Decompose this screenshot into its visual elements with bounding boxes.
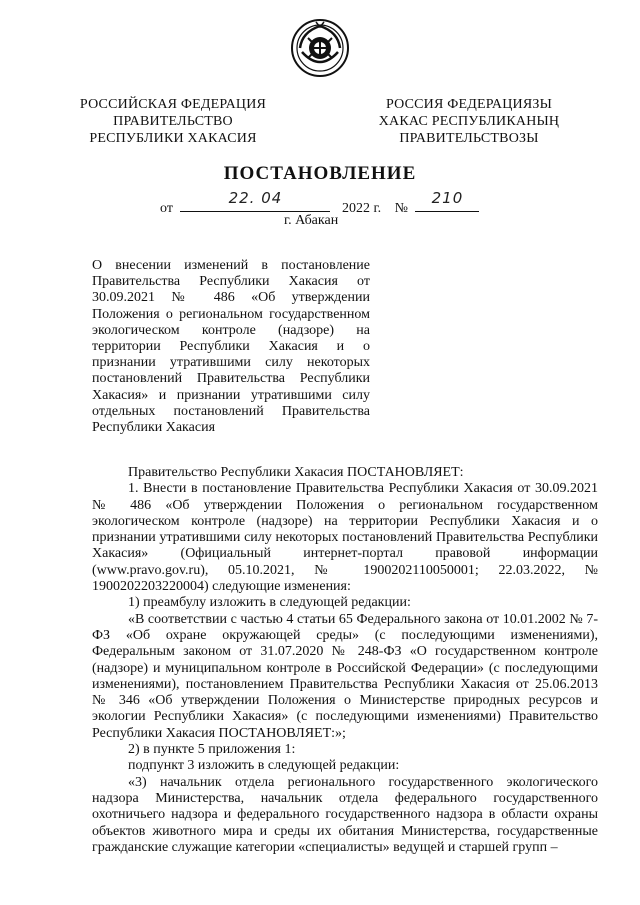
header-line: ПРАВИТЕЛЬСТВО — [113, 114, 233, 129]
number-field — [415, 189, 479, 212]
number-handwritten: 210 — [431, 189, 464, 207]
body-paragraph: 1. Внести в постановление Правительства Республики Хакасия от 30.09.2021 № 486 «Об утверждении Положения о региональном государственном экологическом контроле (надзоре) на территории Республики Хакасия и о признании утратившими силу некоторых постановлений Правительства Республики Хакасия» (Официальный интернет-портал правовой информации (www.pravo.gov.ru), 05.10.2021, № 1900202110050001; 22.03.2022, № 1900202203220004) следующие изменения: — [92, 481, 598, 595]
body-paragraph: «3) начальник отдела регионального государственного экологического надзора Министерства, начальник отдела федерального государственного охотничьего надзора и федерального государственного надзора в области охраны объектов животного мира и среды их обитания Министерства, государственные гражданские служащие категории «специалисты» ведущей и старшей групп – — [92, 774, 598, 855]
body-paragraph: 1) преамбулу изложить в следующей редакции: — [128, 595, 411, 611]
city-label: г. Абакан — [284, 213, 339, 228]
header-line: РОССИЙСКАЯ ФЕДЕРАЦИЯ — [79, 97, 267, 112]
document-title: ПОСТАНОВЛЕНИЕ — [223, 163, 417, 184]
header-line: РЕСПУБЛИКИ ХАКАСИЯ — [89, 131, 257, 146]
date-handwritten: 22. 04 — [228, 189, 283, 207]
year-label: 2022 г. — [341, 201, 382, 216]
body-paragraph: Правительство Республики Хакасия ПОСТАНОВЛЯЕТ: — [128, 465, 464, 480]
header-line: ПРАВИТЕЛЬСТВОЗЫ — [399, 131, 539, 146]
issuer-header-russian — [68, 96, 278, 147]
body-paragraph: подпункт 3 изложить в следующей редакции: — [128, 758, 400, 774]
body-paragraph: 2) в пункте 5 приложения 1: — [128, 742, 296, 758]
document-subject: О внесении изменений в постановление Правительства Республики Хакасия от 30.09.2021 № 486 «Об утверждении Положения о региональном государственном экологическом контроле (надзоре) на территории Республики Хакасия и о признании утратившими силу некоторых постановлений Правительства Республики Хакасия» и признании утратившими силу отдельных постановлений Правительства Республики Хакасия — [92, 258, 370, 436]
issuer-header-khakas — [364, 96, 574, 147]
number-label: № — [394, 201, 408, 216]
date-field — [180, 189, 330, 212]
coat-of-arms-emblem — [290, 18, 350, 78]
date-from-label: от — [160, 201, 173, 216]
header-line: РОССИЯ ФЕДЕРАЦИЯЗЫ — [385, 97, 553, 112]
header-line: ХАКАС РЕСПУБЛИКАНЫҢ — [378, 114, 560, 129]
document-body — [92, 465, 598, 856]
body-paragraph: «В соответствии с частью 4 статьи 65 Федерального закона от 10.01.2002 № 7-ФЗ «Об охране окружающей среды» (с последующими изменениями), Федеральным законом от 31.07.2020 № 248-ФЗ «О государственном контроле (надзоре) и муниципальном контроле в Российской Федерации» (с последующими изменениями), постановлением Правительства Республики Хакасия от 25.06.2013 № 346 «Об утверждении Положения о Министерстве природных ресурсов и экологии Республики Хакасия» (с последующими изменениями) Правительство Республики Хакасия ПОСТАНОВЛЯЕТ:»; — [92, 611, 598, 741]
